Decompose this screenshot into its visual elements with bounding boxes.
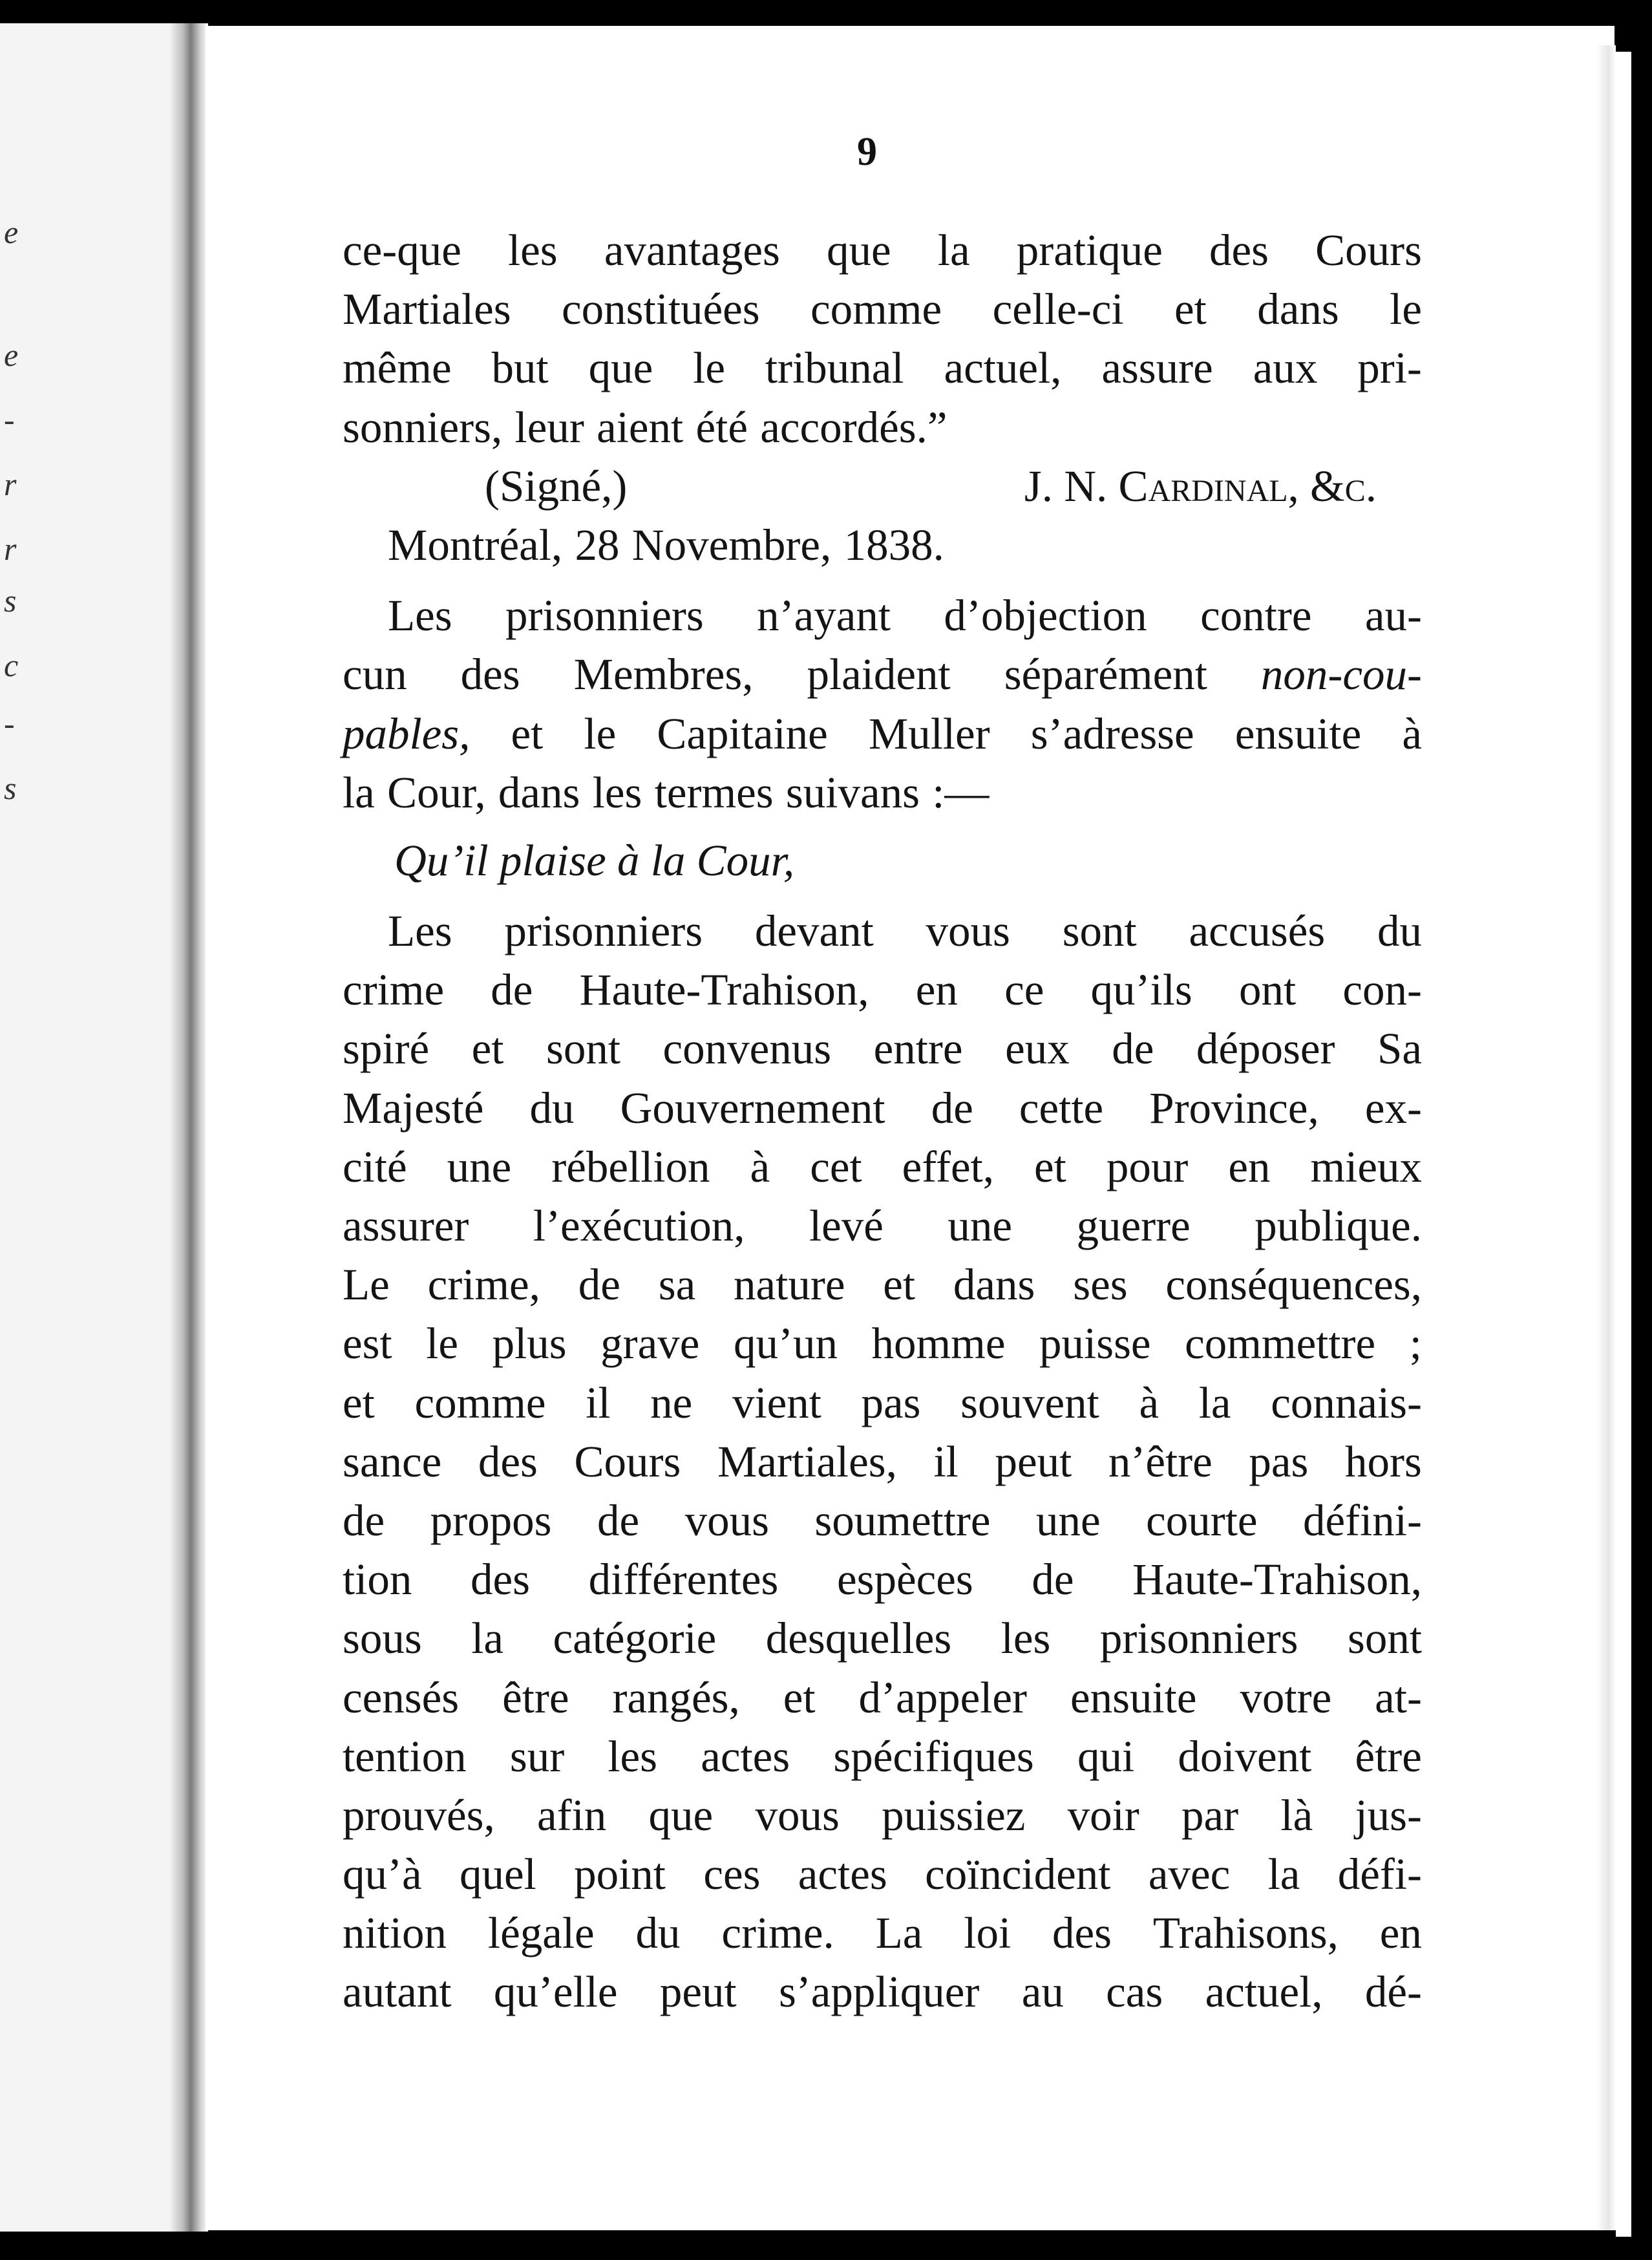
- facing-page-char: -: [4, 705, 15, 741]
- text-line: la Cour, dans les termes suivans :—: [343, 767, 990, 817]
- facing-page-char: e: [4, 337, 19, 373]
- facing-page-char: s: [4, 770, 17, 806]
- text-line: censés être rangés, et d’appeler ensuite votre at-: [343, 1672, 1422, 1722]
- facing-page-char: r: [4, 466, 17, 502]
- text-line: tion des différentes espèces de Haute-Trahison,: [343, 1555, 1422, 1604]
- text-line: Les prisonniers n’ayant d’objection contre au-: [388, 591, 1422, 641]
- text-line: pables, et le Capitaine Muller s’adresse ensuite à: [343, 709, 1422, 758]
- text-line: Le crime, de sa nature et dans ses conséquences,: [343, 1260, 1422, 1310]
- text-line: crime de Haute-Trahison, en ce qu’ils ont con-: [343, 965, 1422, 1015]
- text-line: nition légale du crime. La loi des Trahisons, en: [343, 1908, 1422, 1958]
- text-line: cité une rébellion à cet effet, et pour en mieux: [343, 1142, 1422, 1191]
- paragraph-prosecution-address: [343, 902, 1422, 2022]
- page-number: 9: [857, 130, 877, 174]
- text-line: ce-que les avantages que la pratique des Cours: [343, 226, 1422, 275]
- text-line: sonniers, leur aient été accordés.”: [343, 402, 948, 452]
- dateline: Montréal, 28 Novembre, 1838.: [388, 520, 944, 570]
- facing-page-char: s: [4, 582, 17, 619]
- page-edge-right: [1596, 45, 1616, 2230]
- text-line: assurer l’exécution, levé une guerre publique.: [343, 1201, 1422, 1250]
- text-line: Majesté du Gouvernement de cette Province, ex-: [343, 1083, 1422, 1133]
- facing-page-char: c: [4, 647, 19, 683]
- book-spine-shadow: [169, 23, 208, 2232]
- text-line: est le plus grave qu’un homme puisse commettre ;: [343, 1319, 1422, 1369]
- signature-line: [343, 457, 1422, 516]
- paragraph-quote-end: [343, 221, 1422, 457]
- body-text: [343, 221, 1422, 2022]
- text-line: sance des Cours Martiales, il peut n’être pas hors: [343, 1436, 1422, 1486]
- text-line: même but que le tribunal actuel, assure aux pri-: [343, 343, 1422, 393]
- paragraph-pleas: [343, 586, 1422, 822]
- facing-page-fragment: [0, 23, 194, 2232]
- text-line: prouvés, afin que vous puissiez voir par là jus-: [343, 1790, 1422, 1840]
- signed-label: (Signé,): [485, 461, 628, 511]
- page-edge-strip: [1616, 52, 1631, 2237]
- signatory-name: J. N. Cardinal, &c.: [1024, 461, 1377, 511]
- text-line: cun des Membres, plaident séparément non-cou-: [343, 650, 1422, 699]
- facing-page-char: -: [4, 401, 15, 438]
- text-line: et comme il ne vient pas souvent à la connais-: [343, 1378, 1422, 1427]
- text-line: spiré et sont convenus entre eux de déposer Sa: [343, 1024, 1422, 1074]
- text-line: de propos de vous soumettre une courte défini-: [343, 1495, 1422, 1545]
- text-line: autant qu’elle peut s’appliquer au cas actuel, dé-: [343, 1967, 1422, 2017]
- facing-page-char: r: [4, 531, 17, 567]
- text-line: Martiales constituées comme celle-ci et dans le: [343, 284, 1422, 334]
- text-line: Les prisonniers devant vous sont accusés du: [388, 906, 1422, 956]
- text-line: sous la catégorie desquelles les prisonniers sont: [343, 1614, 1422, 1663]
- text-line: tention sur les actes spécifiques qui doivent être: [343, 1731, 1422, 1781]
- facing-page-char: e: [4, 214, 19, 250]
- address-heading: Qu’il plaise à la Cour,: [394, 835, 795, 885]
- text-line: qu’à quel point ces actes coïncident avec la défi-: [343, 1850, 1422, 1899]
